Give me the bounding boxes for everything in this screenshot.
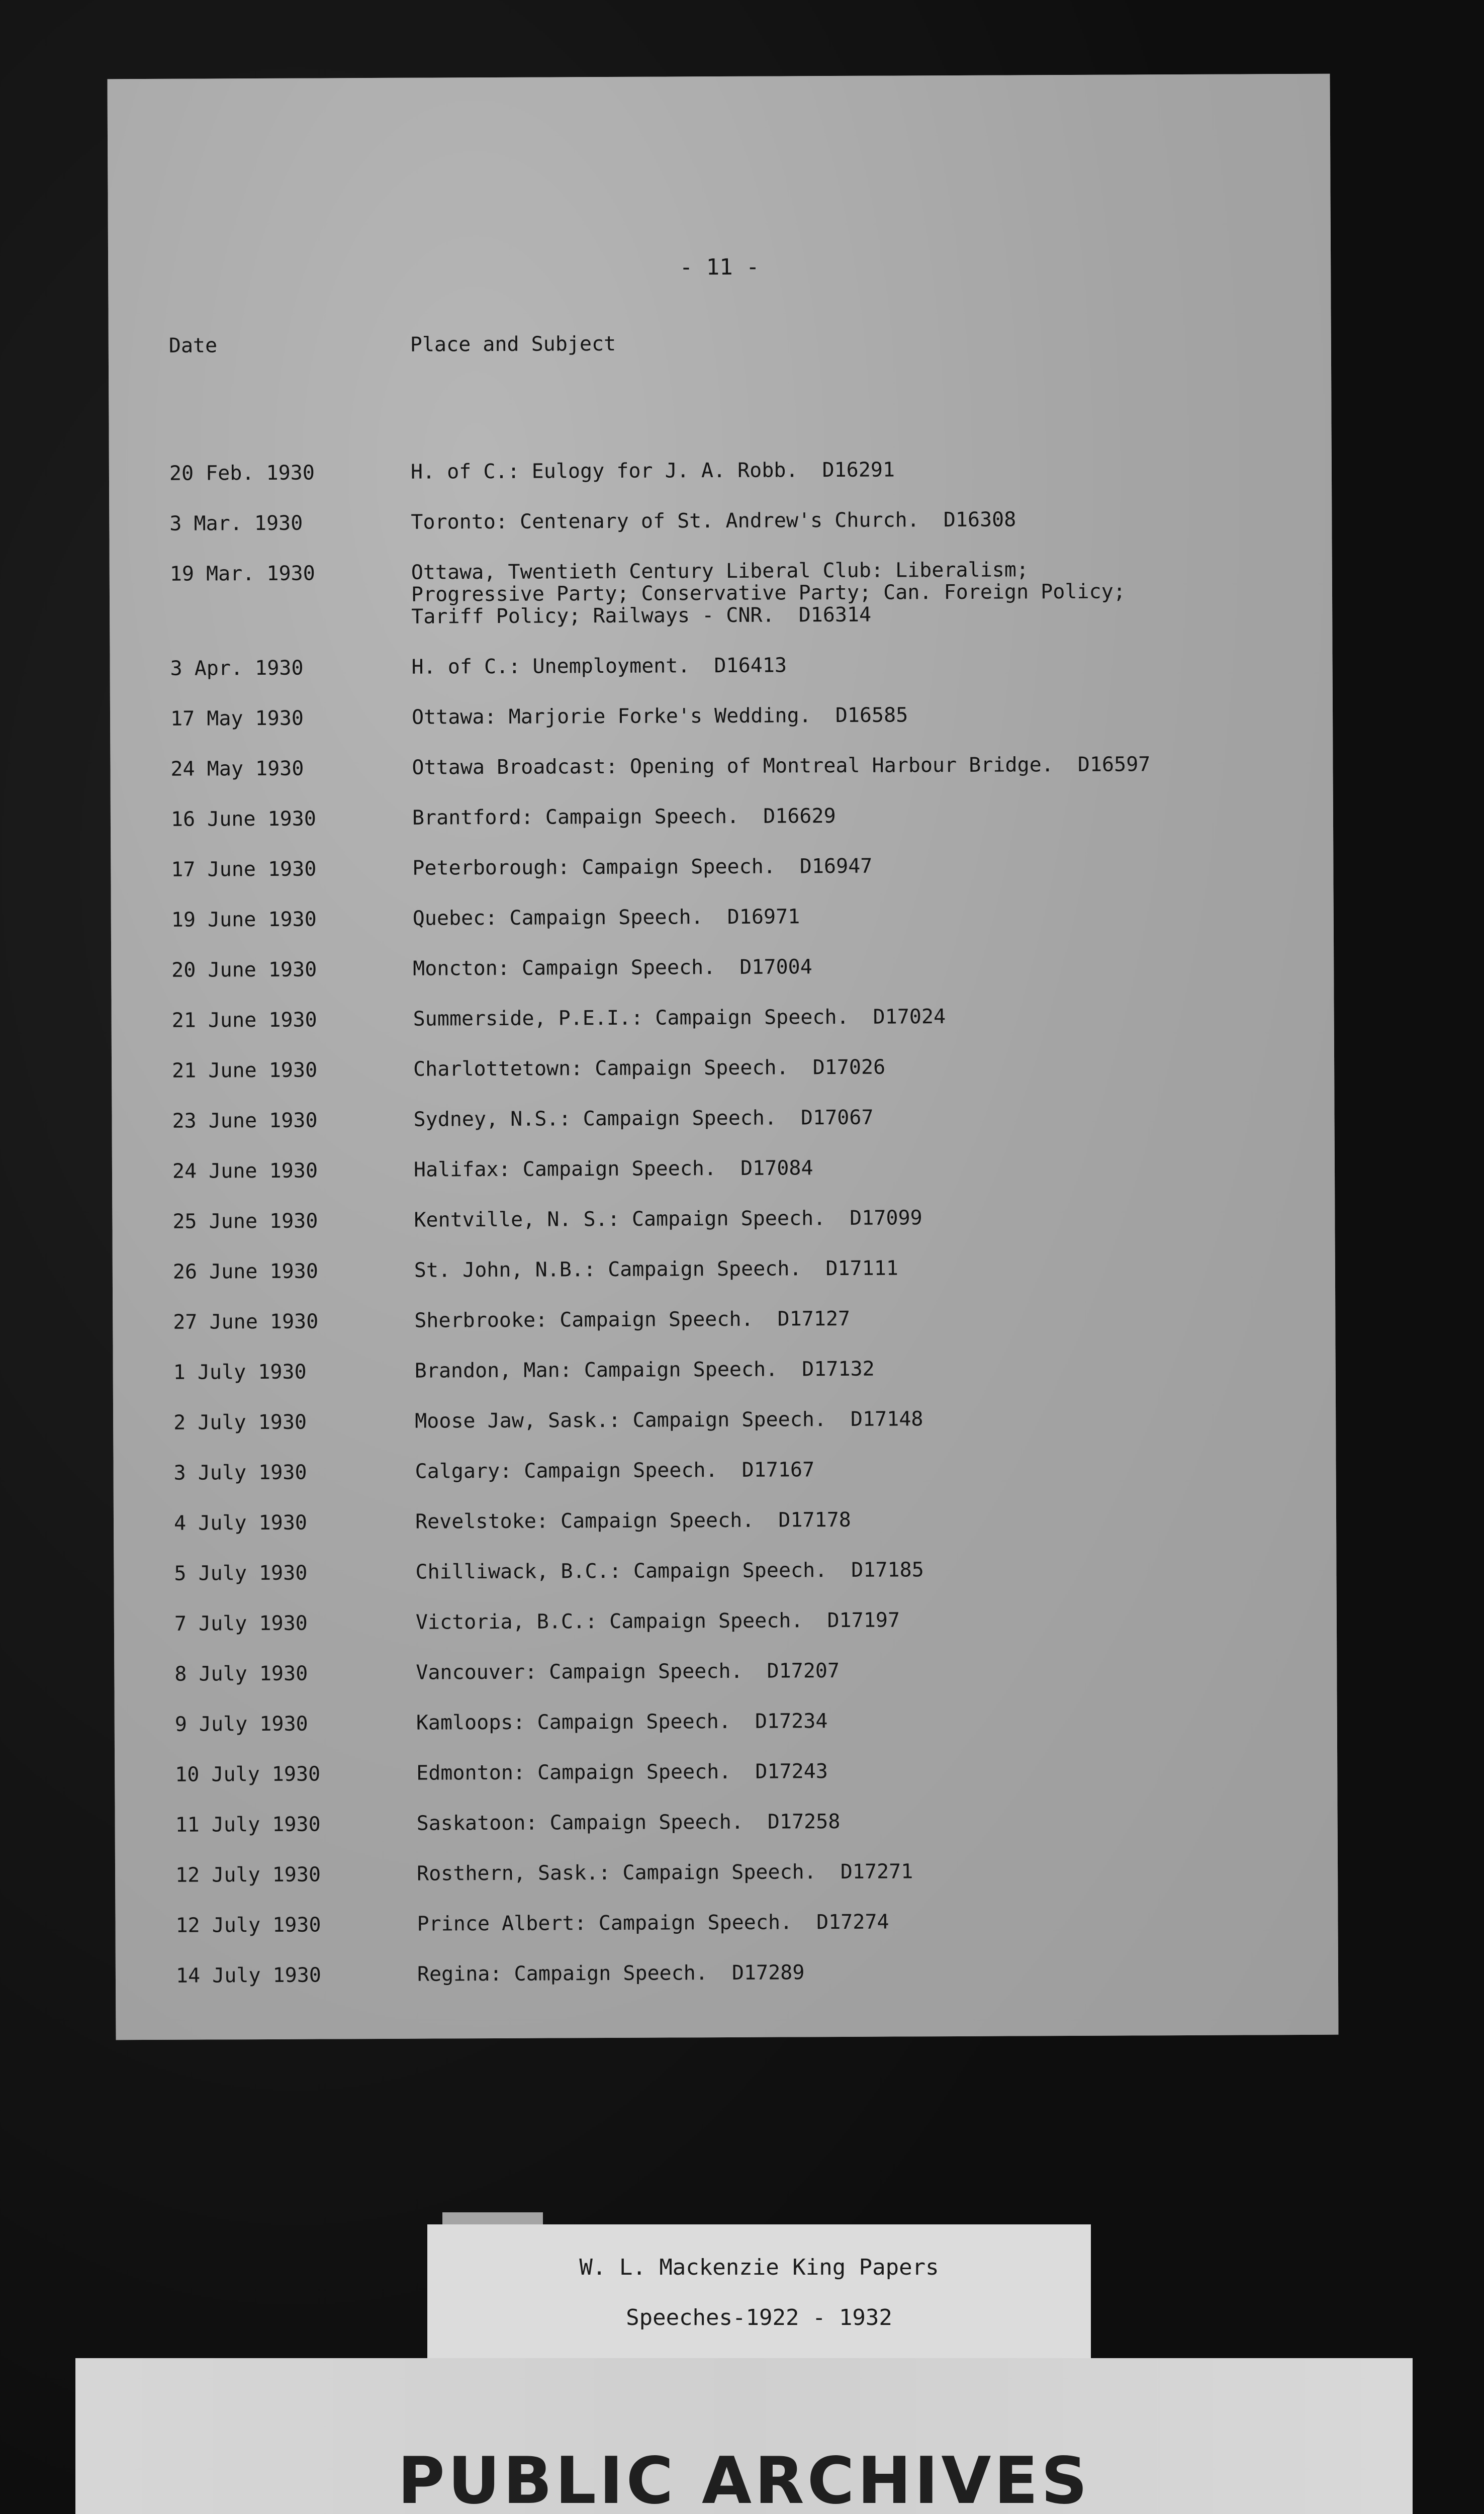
entry-date: 20 June 1930 xyxy=(171,958,317,982)
page-number: - 11 - xyxy=(679,254,760,281)
entry-subject xyxy=(411,459,895,483)
entry-date: 24 June 1930 xyxy=(172,1159,318,1183)
entry-row xyxy=(114,1507,1336,1535)
entry-reference: D16971 xyxy=(727,905,800,929)
entry-row xyxy=(115,1859,1338,1887)
entry-reference: D17024 xyxy=(873,1005,946,1029)
entry-reference: D17243 xyxy=(755,1760,828,1783)
document-page xyxy=(108,74,1339,2040)
entry-date: 23 June 1930 xyxy=(172,1109,318,1133)
entry-row xyxy=(114,1658,1337,1686)
collection-series: Speeches-1922 - 1932 xyxy=(626,2305,892,2330)
entry-date: 9 July 1930 xyxy=(174,1712,308,1736)
entry-subject-text: Brandon, Man: Campaign Speech. xyxy=(414,1358,778,1383)
entry-subject xyxy=(416,1660,840,1684)
entry-row xyxy=(112,1105,1334,1133)
entry-row xyxy=(114,1557,1336,1585)
entry-row xyxy=(109,457,1332,485)
entry-date: 17 May 1930 xyxy=(170,706,304,731)
entry-subject-text: Sydney, N.S.: Campaign Speech. xyxy=(413,1106,777,1131)
entry-reference: D16308 xyxy=(943,508,1016,532)
entry-row xyxy=(110,558,1332,628)
entry-subject xyxy=(414,1257,898,1281)
entry-subject-text: Charlottetown: Campaign Speech. xyxy=(413,1056,789,1081)
entry-subject-text: Toronto: Centenary of St. Andrew's Church. xyxy=(411,508,919,534)
entry-subject-text: Brantford: Campaign Speech. xyxy=(412,804,739,830)
entry-reference: D16947 xyxy=(799,854,873,878)
entry-subject-text: Ottawa: Marjorie Forke's Wedding. xyxy=(411,704,811,729)
entry-row xyxy=(110,652,1333,680)
entry-date: 26 June 1930 xyxy=(172,1260,318,1284)
entry-row xyxy=(115,1909,1338,1937)
entry-row xyxy=(110,702,1333,731)
collection-label xyxy=(427,2224,1091,2360)
entry-row xyxy=(116,1959,1338,1988)
entry-subject-text: Peterborough: Campaign Speech. xyxy=(412,855,776,880)
entry-reference: D17289 xyxy=(731,1961,805,1985)
entry-date: 12 July 1930 xyxy=(175,1863,321,1887)
entry-subject xyxy=(415,1559,923,1583)
entry-row xyxy=(113,1306,1335,1334)
entry-date: 3 Apr. 1930 xyxy=(170,656,304,680)
entry-subject-text: Regina: Campaign Speech. xyxy=(417,1961,708,1986)
entry-subject-text: Sherbrooke: Campaign Speech. xyxy=(414,1307,754,1332)
entry-reference: D17274 xyxy=(816,1910,889,1934)
entry-subject xyxy=(414,1308,850,1332)
entry-date: 24 May 1930 xyxy=(170,757,304,781)
entry-date: 21 June 1930 xyxy=(171,1008,317,1032)
entry-subject-text: H. of C.: Unemployment. xyxy=(411,654,690,679)
entry-subject xyxy=(413,1006,946,1030)
entry-reference: D17271 xyxy=(840,1860,913,1883)
entry-subject xyxy=(417,1860,913,1884)
entry-subject-text: Moose Jaw, Sask.: Campaign Speech. xyxy=(415,1408,827,1433)
entry-subject-text: Ottawa, Twentieth Century Liberal Club: Liberalism; xyxy=(411,558,1029,584)
entry-row xyxy=(112,1054,1334,1083)
entry-reference: D17234 xyxy=(755,1710,828,1733)
entry-date: 10 July 1930 xyxy=(175,1762,321,1786)
entry-date: 19 Mar. 1930 xyxy=(169,562,315,586)
entry-subject-text: Prince Albert: Campaign Speech. xyxy=(417,1911,793,1936)
entry-date: 11 July 1930 xyxy=(175,1813,321,1837)
entry-subject xyxy=(416,1760,828,1784)
entry-subject xyxy=(414,1157,813,1181)
entry-reference: D17099 xyxy=(850,1206,922,1230)
entry-reference: D17004 xyxy=(739,955,812,979)
entry-subject xyxy=(412,805,836,829)
entry-subject-text: Chilliwack, B.C.: Campaign Speech. xyxy=(415,1559,827,1584)
entry-reference: D17084 xyxy=(740,1156,813,1180)
entry-subject-text: H. of C.: Eulogy for J. A. Robb. xyxy=(410,459,798,484)
entry-row xyxy=(113,1255,1335,1284)
entry-row xyxy=(115,1758,1337,1786)
entry-subject-text: Quebec: Campaign Speech. xyxy=(412,906,703,930)
entry-reference: D17148 xyxy=(850,1407,923,1431)
entry-reference: D16314 xyxy=(798,603,872,627)
entry-subject xyxy=(412,753,1150,778)
entry-date: 12 July 1930 xyxy=(175,1913,321,1937)
entry-row xyxy=(113,1406,1336,1434)
entry-subject-text: Kamloops: Campaign Speech. xyxy=(416,1710,731,1735)
entry-reference: D17026 xyxy=(812,1055,886,1080)
entry-reference: D17111 xyxy=(825,1256,899,1281)
entry-subject xyxy=(415,1408,923,1432)
entry-subject xyxy=(413,1107,873,1131)
entry-subject-text-line2: Progressive Party; Conservative Party; Can. Foreign Policy; xyxy=(411,580,1126,606)
entry-reference: D16291 xyxy=(822,458,895,482)
entry-subject xyxy=(413,906,800,929)
entry-row xyxy=(113,1356,1336,1384)
entry-row xyxy=(109,507,1332,535)
entry-reference: D17178 xyxy=(778,1508,851,1532)
entry-subject xyxy=(416,1609,900,1633)
column-header-date: Date xyxy=(168,334,218,357)
entry-subject-text: Vancouver: Campaign Speech. xyxy=(416,1659,743,1684)
entry-date: 20 Feb. 1930 xyxy=(169,461,315,485)
archive-name-en: PUBLIC ARCHIVES xyxy=(398,2444,1090,2514)
entry-subject-text: Summerside, P.E.I.: Campaign Speech. xyxy=(413,1005,849,1031)
entry-reference: D17132 xyxy=(802,1357,875,1381)
entry-subject xyxy=(412,855,872,879)
entry-subject-text: Calgary: Campaign Speech. xyxy=(415,1459,718,1483)
entry-subject xyxy=(411,558,1126,627)
column-header-place: Place and Subject xyxy=(410,332,616,356)
entry-reference: D16585 xyxy=(835,703,908,728)
entry-reference: D17127 xyxy=(777,1307,851,1331)
entry-row xyxy=(114,1457,1336,1485)
entry-row xyxy=(114,1607,1337,1636)
collection-name: W. L. Mackenzie King Papers xyxy=(579,2255,939,2280)
entry-date: 14 July 1930 xyxy=(175,1963,322,1988)
entry-date: 16 June 1930 xyxy=(170,807,317,831)
entry-subject xyxy=(412,704,908,728)
entry-subject xyxy=(416,1710,828,1734)
entry-date: 5 July 1930 xyxy=(174,1561,308,1585)
entry-row xyxy=(115,1809,1338,1837)
entry-subject-text: Revelstoke: Campaign Speech. xyxy=(415,1508,755,1534)
entry-row xyxy=(111,803,1333,831)
entry-row xyxy=(111,954,1334,982)
entry-row xyxy=(112,1004,1334,1032)
entry-subject xyxy=(413,956,812,979)
entry-row xyxy=(110,753,1333,781)
entry-subject-text: Rosthern, Sask.: Campaign Speech. xyxy=(416,1860,816,1886)
entry-date: 2 July 1930 xyxy=(173,1410,307,1434)
archive-stamp-label xyxy=(75,2358,1413,2514)
entry-subject xyxy=(411,508,1016,533)
entry-date: 8 July 1930 xyxy=(174,1662,308,1686)
entry-row xyxy=(112,1155,1335,1183)
entry-subject-text: Edmonton: Campaign Speech. xyxy=(416,1760,731,1785)
entry-reference: D17207 xyxy=(767,1659,840,1683)
entry-subject xyxy=(415,1459,814,1482)
entry-date: 27 June 1930 xyxy=(173,1310,319,1334)
entry-subject xyxy=(417,1961,805,1985)
entry-date: 7 July 1930 xyxy=(174,1611,308,1636)
entry-reference: D17067 xyxy=(800,1106,874,1130)
entry-date: 3 July 1930 xyxy=(173,1461,307,1485)
entry-row xyxy=(111,853,1333,881)
entry-reference: D16629 xyxy=(763,804,836,828)
entry-subject-text: Kentville, N. S.: Campaign Speech. xyxy=(414,1207,826,1232)
entry-reference: D17258 xyxy=(767,1810,841,1834)
entry-subject-text: St. John, N.B.: Campaign Speech. xyxy=(414,1257,802,1282)
entry-row xyxy=(115,1708,1337,1736)
entry-subject xyxy=(414,1207,922,1231)
entry-subject xyxy=(415,1509,851,1533)
entry-date: 21 June 1930 xyxy=(172,1058,318,1083)
entry-subject xyxy=(413,1056,885,1081)
entry-reference: D17197 xyxy=(827,1608,900,1633)
entry-date: 19 June 1930 xyxy=(171,908,317,932)
entry-date: 17 June 1930 xyxy=(171,857,317,881)
entry-date: 1 July 1930 xyxy=(173,1360,307,1384)
entry-reference: D16597 xyxy=(1077,753,1151,776)
entry-subject xyxy=(417,1911,889,1935)
entry-reference: D17185 xyxy=(851,1558,924,1582)
entry-subject-text: Halifax: Campaign Speech. xyxy=(413,1157,717,1182)
entry-reference: D17167 xyxy=(741,1458,815,1482)
entry-subject-text: Moncton: Campaign Speech. xyxy=(413,956,716,980)
entry-row xyxy=(111,904,1334,932)
entry-subject xyxy=(415,1358,875,1382)
entry-reference: D16413 xyxy=(714,654,787,678)
entry-date: 4 July 1930 xyxy=(173,1511,308,1535)
entry-row xyxy=(112,1205,1335,1233)
entry-subject-text: Saskatoon: Campaign Speech. xyxy=(416,1810,744,1835)
entry-subject-text-line3: Tariff Policy; Railways - CNR. xyxy=(411,603,775,628)
entry-subject xyxy=(412,654,787,678)
entry-date: 25 June 1930 xyxy=(172,1209,318,1233)
entry-subject-text: Victoria, B.C.: Campaign Speech. xyxy=(415,1609,803,1634)
entry-subject xyxy=(417,1811,841,1835)
entry-date: 3 Mar. 1930 xyxy=(169,511,303,535)
entry-subject-text: Ottawa Broadcast: Opening of Montreal Harbour Bridge. xyxy=(412,753,1054,779)
